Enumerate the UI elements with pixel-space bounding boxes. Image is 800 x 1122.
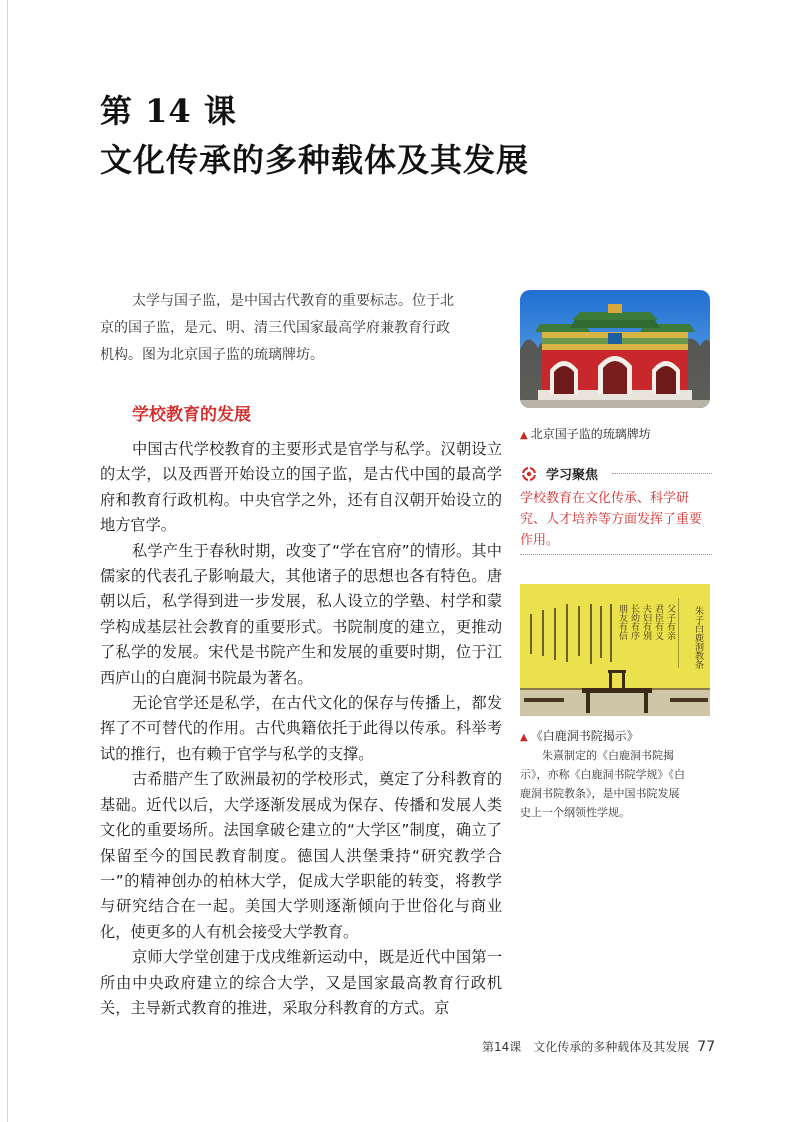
signboard-line: 夫妇有别 <box>641 604 651 640</box>
triangle-marker-icon: ▲ <box>520 732 528 743</box>
photo2-description-line: 鹿洞书院教条》，是中国书院发展 <box>520 787 680 800</box>
page-footer <box>482 1038 715 1055</box>
lesson-title: 文化传承的多种载体及其发展 <box>100 141 530 179</box>
photo1-caption <box>520 425 651 442</box>
running-title: 第14课 文化传承的多种载体及其发展 <box>482 1040 690 1054</box>
focus-bottom-divider <box>520 554 712 555</box>
photo1-caption-text: 北京国子监的琉璃牌坊 <box>530 427 651 441</box>
body-paragraph: 中国古代学校教育的主要形式是官学与私学。汉朝设立的太学，以及西晋开始设立的国子监，是古代中国的最高学府和教育行政机构。中央官学之外，还有自汉朝开始设立的地方官学。 <box>100 440 502 535</box>
body-paragraph: 古希腊产生了欧洲最初的学校形式，奠定了分科教育的基础。近代以后，大学逐渐发展成为保存、传播和发展人类文化的重要场所。法国拿破仑建立的“大学区”制度，确立了保留至今的国民教育制度。德国人洪堡秉持“研究教学合一”的精神创办的柏林大学，促成大学职能的转变，将教学与研究结合在一起。美国大学则逐渐倾向于世俗化与商业化，使更多的人有机会接受大学教育。 <box>100 770 502 941</box>
triangle-marker-icon: ▲ <box>520 430 528 441</box>
learning-focus-title: 学习聚焦 <box>546 468 599 483</box>
page-number: 77 <box>697 1039 716 1055</box>
body-paragraph: 无论官学还是私学，在古代文化的保存与传播上，都发挥了不可替代的作用。古代典籍依托于此得以传承。科举考试的推行，也有赖于官学与私学的支撑。 <box>100 694 502 763</box>
signboard-line: 朋友有信 <box>617 604 627 640</box>
signboard-line: 长幼有序 <box>629 604 639 640</box>
signboard-title: 朱子白鹿洞教条 <box>693 606 703 669</box>
bailudong-rules-photo <box>520 584 710 716</box>
photo2-description <box>520 746 710 822</box>
photo2-caption <box>520 727 639 744</box>
photo2-description-line: 示》，亦称《白鹿洞书院学规》《白 <box>520 768 685 781</box>
intro-paragraph <box>100 288 500 369</box>
focus-target-icon <box>522 466 536 480</box>
body-paragraph: 私学产生于春秋时期，改变了“学在官府”的情形。其中儒家的代表孔子影响最大，其他诸子的思想也各有特色。唐朝以后，私学得到进一步发展，私人设立的学塾、村学和蒙学构成基层社会教育的重要形式。书院制度的建立，更推动了私学的发展。宋代是书院产生和发展的重要时期，位于江西庐山的白鹿洞书院最为著名。 <box>100 541 502 687</box>
body-paragraph: 京师大学堂创建于戊戌维新运动中，既是近代中国第一所由中央政府建立的综合大学，又是国家最高教育行政机关，主导新式教育的推进，采取分科教育的方式。京 <box>100 948 502 1017</box>
learning-focus-header <box>520 463 712 483</box>
signboard-line: 父子有亲 <box>665 604 675 640</box>
intro-line: 机构。图为北京国子监的琉璃牌坊。 <box>100 347 324 363</box>
page-edge-rule <box>7 0 8 1122</box>
focus-divider <box>612 473 712 474</box>
intro-line: 太学与国子监，是中国古代教育的重要标志。位于北 <box>132 293 454 309</box>
lesson-number: 第 14 课 <box>100 92 237 130</box>
signboard-line: 君臣有义 <box>653 604 663 640</box>
section-heading: 学校教育的发展 <box>132 405 251 425</box>
intro-line: 京的国子监，是元、明、清三代国家最高学府兼教育行政 <box>100 320 450 336</box>
learning-focus-text: 学校教育在文化传承、科学研究、人才培养等方面发挥了重要作用。 <box>520 491 703 548</box>
photo2-description-line: 史上一个纲领性学规。 <box>520 806 630 819</box>
body-text <box>100 437 502 1021</box>
guozijian-archway-photo <box>520 290 710 408</box>
photo2-description-line: 朱熹制定的《白鹿洞书院揭 <box>542 749 674 762</box>
photo2-caption-text: 《白鹿洞书院揭示》 <box>530 729 639 743</box>
